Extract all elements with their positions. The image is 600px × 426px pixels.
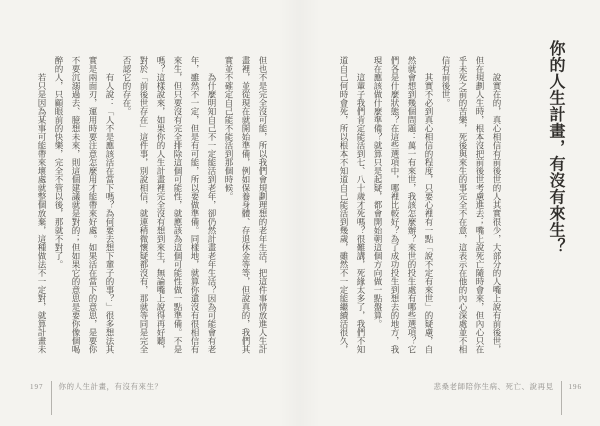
- chapter-title: 你的人生計畫，有沒有來生？: [547, 40, 564, 255]
- left-page-footer: [30, 381, 163, 415]
- right-page-footer: [434, 381, 583, 415]
- text-column: 實並不確定自己能不能活到那個時候。: [224, 56, 234, 201]
- text-column: 其實不必到真心相信的程度，只要心裡有一點「說不定有來世」的疑慮，自: [424, 73, 434, 354]
- right-page-text: [335, 56, 505, 358]
- footer-book-title: 悲桑老師陪你生病、死亡、說再見: [433, 382, 554, 391]
- text-column: 畫裡，並從現在就開始準備，例如保養身體、存退休金等等，但說真的，我們其: [241, 56, 251, 354]
- text-column: 們各是什麼狀態？在這些選項中，哪裡比較好？為了成功投生到想去的地方，我: [390, 56, 400, 354]
- footer-running-title: 你的人生計畫，有沒有來生？: [58, 382, 163, 391]
- text-column: 信有前後世。: [441, 56, 451, 107]
- text-column: 然就會想到幾個問題：萬一有來世，我該怎麼辦？來世的投生處有哪些選項？它: [407, 56, 417, 354]
- text-column: 不要沉溺過去、臆想未來，則這個建議就是對的；但如果它的意思是要你像個喝: [71, 56, 81, 354]
- text-column: 否認它的存在。: [122, 56, 132, 116]
- text-column: 嗎？這樣說來，如果你的人生計畫裡完全沒有想到來生，無論嘴上說得再好聽，: [156, 56, 166, 354]
- text-column: 若只是因為某事可能帶來壞處就整個放棄，這種做法不一定對，就算計畫未: [37, 73, 47, 354]
- text-column: 但在規劃人生時，根本沒把前後世考慮進去；嘴上說死亡隨時會來，但內心只在: [475, 56, 485, 354]
- page-number-left: 197: [30, 383, 44, 391]
- text-column: 說實在的，真心相信有前後世的人其實很少，大部分的人嘴上說有前後世，: [492, 73, 502, 354]
- text-column: 乎未死之前的苦樂，死後與來生的事完全不在意，這表示在他的內心深處並不相: [458, 56, 468, 354]
- page-number-right: 196: [568, 383, 582, 391]
- text-column: 年，雖然不一定，但是有可能，所以要做準備。同樣地，就算你還沒有很相信有: [190, 56, 200, 354]
- text-column: 道自己何時會死，所以根本不知道自己能活到幾歲，雖然不一定能繼續活很久，: [339, 56, 349, 354]
- left-page-text: [33, 56, 271, 358]
- text-column: 這輩子我們肯定能活到七、八十歲才死嗎？很難講，死緣太多了，我們不知: [356, 73, 366, 354]
- footer-divider: [561, 381, 562, 415]
- footer-divider: [51, 381, 52, 415]
- page-gutter: [280, 0, 320, 426]
- text-column: 對於「前後世存在」這件事，別說相信，就連稍微懷疑都沒有，那就等同是完全: [139, 56, 149, 354]
- text-column: 實是兩面刃，運用時要注意怎麼用才能帶來好處。如果活在當下的意思，是要你: [88, 56, 98, 354]
- text-column: 現在應該做什麼準備？就算只是起疑，都會開始朝這個方向做一點盤算。: [373, 56, 383, 328]
- text-column: 醉的人，只顧眼前的快樂，完全不管以後，那就不對了。: [54, 56, 64, 269]
- text-column: 有人說：「人不是應該活在當下嗎？為何要去想下輩子的事？」很多想法其: [105, 73, 115, 354]
- text-column: 但也不是完全沒可能，所以我們會規劃理想的老年生活，把這件事情放進人生計: [258, 56, 268, 354]
- text-column: 來生，但只要沒有完全排除這個可能性，就應該為這個可能性做一點準備。不是: [173, 56, 183, 354]
- text-column: 為什麼明知自己不一定能活到老年，卻仍然計畫老年生活？因為可能會有老: [207, 73, 217, 354]
